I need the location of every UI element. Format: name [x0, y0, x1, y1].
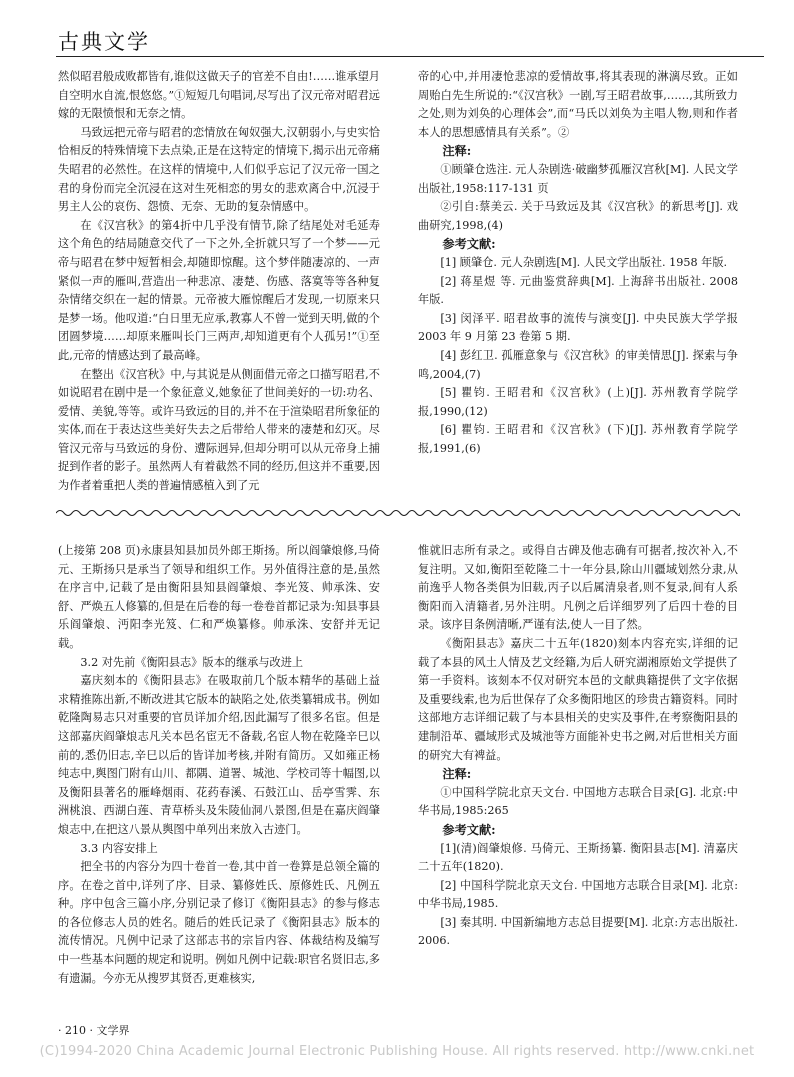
body-paragraph: 马致远把元帝与昭君的恋情放在匈奴强大,汉朝弱小,与史实恰恰相反的特殊情境下去点染,正是在这特定的情境下,揭示出元帝痛失昭君的必然性。在这样的情境中,人们似乎忘记了汉元帝一国之君的身份而完全沉浸在这对生死相恋的男女的悲欢离合中,沉浸于男主人公的哀伤、怨愤、无奈、无助的复杂情感中。 [58, 125, 380, 214]
bottom-left-column [58, 542, 380, 988]
body-paragraph: 嘉庆刻本的《衡阳县志》在吸取前几个版本精华的基础上益求精推陈出新,不断改进其它版本的缺陷之处,依类纂辑成书。例如乾隆陶易志只对重要的官员详加介绍,因此漏写了很多名宦。但是这部嘉庆阎肇烺志凡关本邑名宦无不备载,名宦人物在乾隆辛巳以前的,悉仍旧志,辛巳以后的皆详加考核,并附有简历。又如雍正杨纯志中,舆图门附有山川、都隅、道署、城池、学校司等十幅图,以及衡阳县著名的雁峰烟雨、花药春溪、石鼓江山、岳亭雪霁、东洲桃浪、西湖白莲、青草桥头及朱陵仙洞八景图,但是在嘉庆阎肇烺志中,在把这八景从舆图中单列出来放入古迹门。 [58, 674, 380, 836]
header-rule [56, 56, 764, 57]
page-footer: · 210 · 文学界 [58, 1024, 130, 1037]
top-right-column [418, 68, 738, 458]
body-paragraph: 《衡阳县志》嘉庆二十五年(1820)刻本内容充实,详细的记载了本县的风土人情及艺文经籍,为后人研究湖湘原始文学提供了第一手资料。该刻本不仅对研究本邑的文献典籍提供了文字依据及重要线索,也为后世保存了众多衡阳地区的珍贵古籍资料。同时这部地方志详细记载了与本县相关的史实及事件,在考察衡阳县的建制沿革、疆域形式及城池等方面能补史书之阙,对后世相关方面的研究大有裨益。 [418, 636, 738, 762]
body-paragraph: 惟就旧志所有录之。或得自古碑及他志确有可据者,按次补入,不复注明。又如,衡阳至乾隆二十一年分县,除山川疆域划然分隶,从前逸乎人物各类俱为旧载,丙子以后属清泉者,则不复录,间有人系衡阳而入清籍者,另外注明。凡例之后详细罗列了后四十卷的目录。该序目条例清晰,严谨有法,使人一目了然。 [418, 544, 738, 632]
reference-item: [3] 秦其明. 中国新编地方志总目提要[M]. 北京:方志出版社. 2006. [418, 915, 738, 948]
note-item: ①顾肇仓选注. 元人杂剧选·破幽梦孤雁汉宫秋[M]. 人民文学出版社,1958:117-131 页 [418, 162, 738, 195]
reference-item: [2] 蒋星煜 等. 元曲鉴赏辞典[M]. 上海辞书出版社. 2008 年版. [418, 274, 738, 307]
reference-item: [5] 瞿钧. 王昭君和《汉宫秋》(上)[J]. 苏州教育学院学报,1990,(12) [418, 386, 738, 418]
body-paragraph: 在整出《汉宫秋》中,与其说是从侧面借元帝之口描写昭君,不如说昭君在剧中是一个象征意义,她象征了世间美好的一切:功名、爱情、美貌,等等。或许马致远的目的,并不在于渲染昭君所象征的实体,而在于表达这些美好失去之后带给人带来的凄楚和幻灭。尽管汉元帝与马致远的身份、遭际迥异,但却分明可以从元帝身上捕捉到作者的影子。虽然两人有着截然不同的经历,但这并不重要,因为作者着重把人类的普遍情感植入到了元 [58, 367, 380, 493]
references-heading: 参考文献: [442, 237, 496, 252]
reference-item: [4] 彭红卫. 孤雁意象与《汉宫秋》的审美情思[J]. 探索与争鸣,2004,(7) [418, 348, 738, 381]
body-paragraph: 然似昭君般成败都皆有,谁似这做天子的官差不自由!……谁承望月自空明水自流,恨悠悠。”①短短几句唱词,尽写出了汉元帝对昭君远嫁的无限愤恨和无奈之情。 [58, 70, 380, 121]
top-left-column [58, 68, 380, 496]
reference-item: [2] 中国科学院北京天文台. 中国地方志联合目录[M]. 北京:中华书局,1985. [418, 878, 738, 911]
references-heading: 参考文献: [442, 822, 496, 837]
body-paragraph: 帝的心中,并用凄怆悲凉的爱情故事,将其表现的淋漓尽致。正如周贻白先生所说的:“《汉宫秋》一剧,写王昭君故事,……,其所致力之处,则为刘奂的心理体会”,而“马氏以刘奂为主唱人物,则和作者本人的思想感情具有关系”。② [418, 70, 738, 139]
reference-item: [1] 顾肇仓. 元人杂剧选[M]. 人民文学出版社. 1958 年版. [440, 255, 728, 269]
note-item: ②引自:蔡美云. 关于马致远及其《汉宫秋》的新思考[J]. 戏曲研究,1998,(4) [418, 200, 738, 232]
notes-heading: 注释: [442, 144, 472, 159]
copyright-watermark: (C)1994-2020 China Academic Journal Electronic Publishing House. All rights reserved. http://www.cnki.net [39, 1044, 755, 1059]
note-item: ①中国科学院北京天文台. 中国地方志联合目录[G]. 北京:中华书局,1985:265 [418, 785, 738, 818]
reference-item: [1](清)阎肇烺修. 马倚元、王斯扬纂. 衡阳县志[M]. 清嘉庆二十五年(1820). [418, 841, 738, 874]
journal-section-title: 古典文学 [58, 30, 150, 54]
subsection-heading: 3.3 内容安排上 [80, 841, 158, 855]
reference-item: [6] 瞿钧. 王昭君和《汉宫秋》(下)[J]. 苏州教育学院学报,1991,(6) [418, 423, 738, 455]
bottom-right-column [418, 542, 738, 951]
subsection-heading: 3.2 对先前《衡阳县志》版本的继承与改进上 [80, 655, 304, 669]
reference-item: [3] 闵泽平. 昭君故事的流传与演变[J]. 中央民族大学学报 2003 年 9 月第 23 卷第 5 期. [418, 311, 738, 344]
article-divider [56, 506, 740, 520]
notes-heading: 注释: [442, 767, 472, 782]
body-paragraph: 在《汉宫秋》的第4折中几乎没有情节,除了结尾处对毛延寿这个角色的结局随意交代了一下之外,全折就只写了一个梦——元帝与昭君在梦中短暂相会,却随即惊醒。这个梦伴随凄凉的、一声紧似一声的雁叫,营造出一种悲凉、凄楚、伤感、落寞等等各种复杂情绪交织在一起的情景。元帝被大雁惊醒后才发现,一切原来只是梦一场。他叹道:“白日里无应承,教寡人不曾一觉到天明,做的个团圆梦境……却原来雁叫长门三两声,却知道更有个人孤另!”①至此,元帝的情感达到了最高峰。 [58, 218, 380, 362]
body-paragraph: 把全书的内容分为四十卷首一卷,其中首一卷算是总领全篇的序。在卷之首中,详列了序、目录、纂修姓氏、原修姓氏、凡例五种。序中包含三篇小序,分别记录了修订《衡阳县志》的参与修志的各位修志人员的姓名。随后的姓氏记录了《衡阳县志》版本的流传情况。凡例中记录了这部志书的宗旨内容、体裁结构及编写中一些基本问题的规定和说明。例如凡例中记载:职官名贤旧志,多有遗漏。今亦无从搜罗其贤否,更难核实, [58, 860, 380, 985]
body-paragraph: (上接第 208 页)永康县知县加员外郎王斯扬。所以阎肇烺修,马倚元、王斯扬只是承当了领导和组织工作。另外值得注意的是,虽然在序言中,记载了是由衡阳县知县阎肇烺、李光笈、帅承洙、安舒、严焕五人修纂的,但是在后卷的每一卷卷首都记录为:知县事县乐阎肇烺、沔阳李光笈、仁和严焕纂修。帅承洙、安舒并无记载。 [58, 544, 380, 650]
